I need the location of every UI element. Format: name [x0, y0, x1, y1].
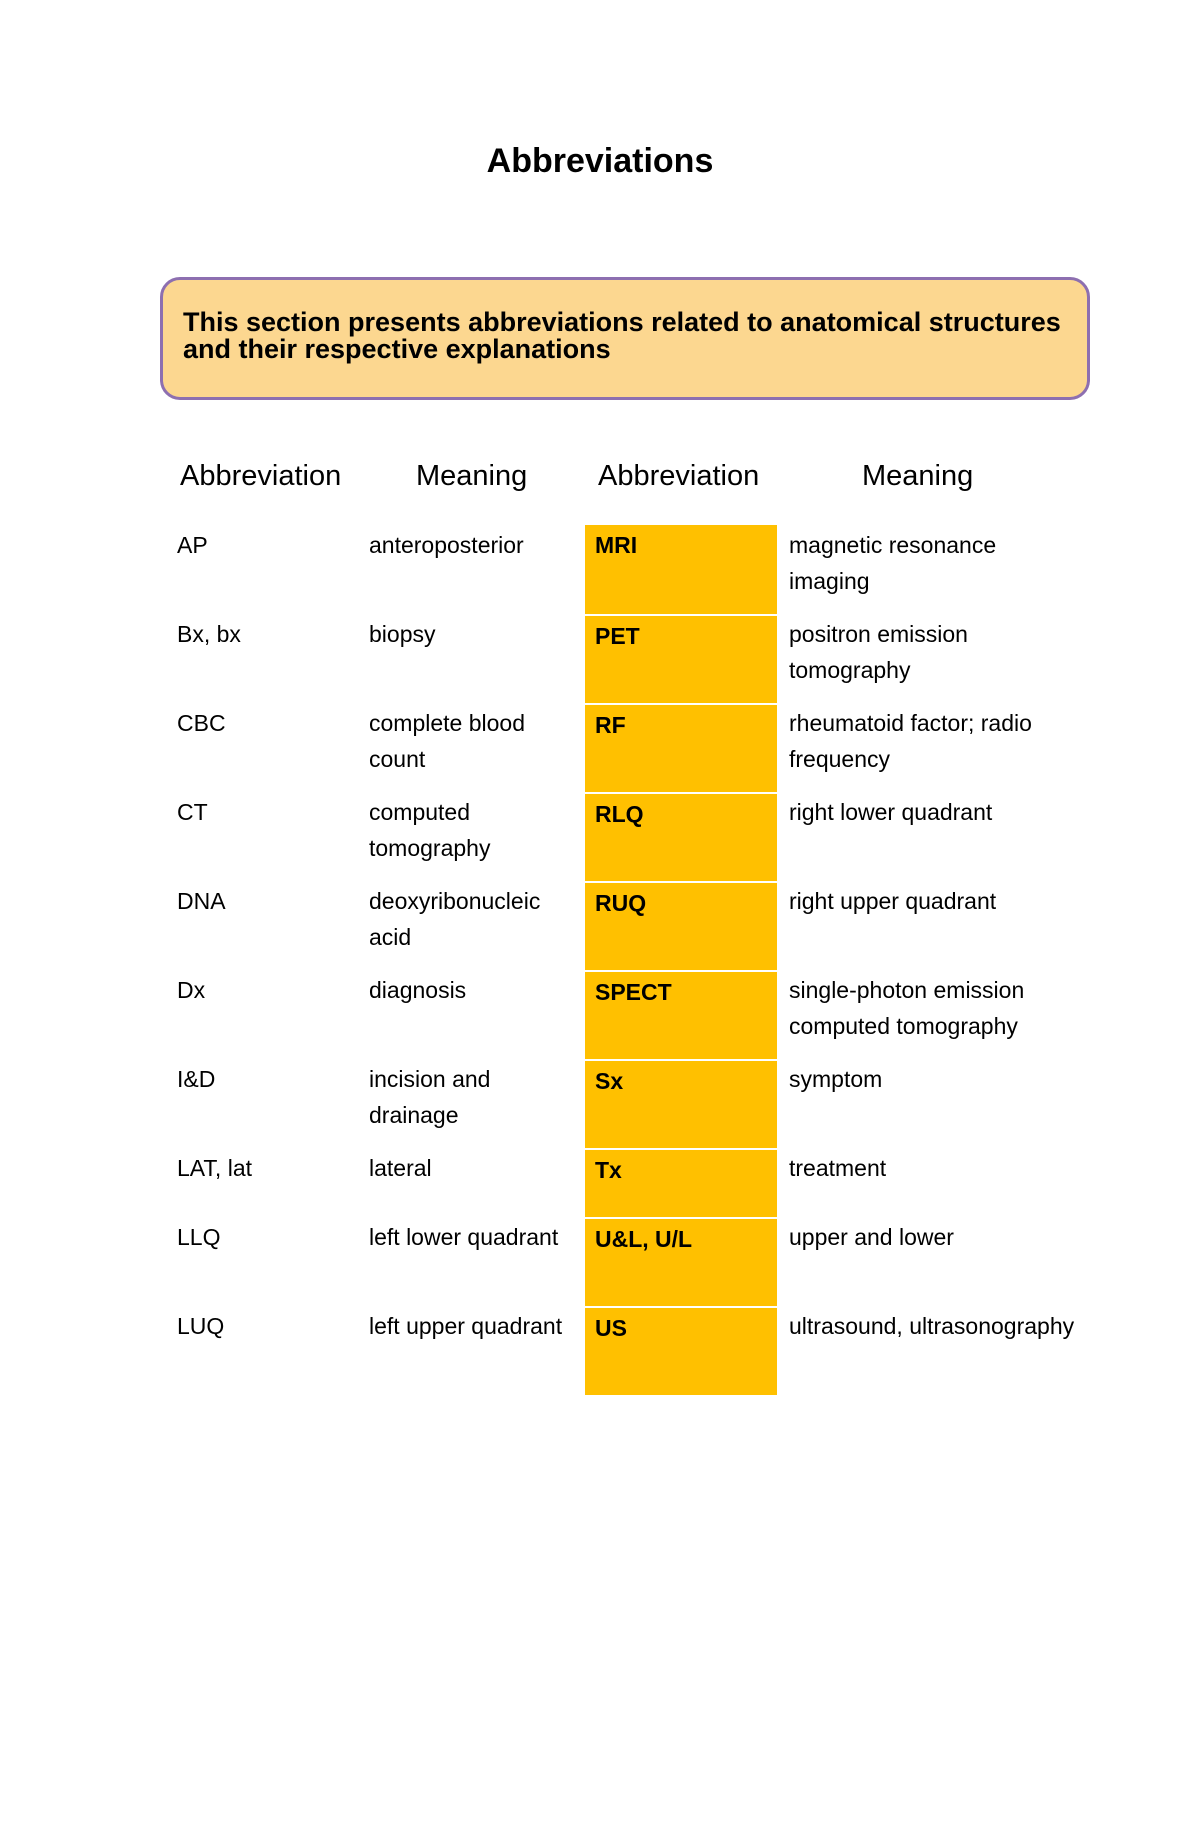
meaning-cell: rheumatoid factor; radio frequency [789, 710, 1032, 772]
intro-callout [160, 277, 1090, 400]
meaning-cell: complete blood count [369, 710, 525, 772]
abbreviation-cell: Dx [177, 977, 206, 1003]
table-row [0, 1148, 1200, 1217]
table-row [0, 792, 1200, 881]
highlighted-abbreviation-cell: Sx [585, 1059, 777, 1148]
table-row [0, 614, 1200, 703]
meaning-cell: symptom [789, 1066, 883, 1092]
intro-text: This section presents abbreviations related to anatomical structures and their respective explanations [183, 307, 1061, 364]
meaning-cell: upper and lower [789, 1224, 954, 1250]
table-row [0, 703, 1200, 792]
highlighted-abbreviation-cell: MRI [585, 525, 777, 614]
meaning-cell: diagnosis [369, 977, 467, 1003]
abbreviation-cell: DNA [177, 888, 226, 914]
meaning-cell: deoxyribonucleic acid [369, 888, 541, 950]
highlighted-abbreviation-cell: PET [585, 614, 777, 703]
meaning-cell: right upper quadrant [789, 888, 997, 914]
meaning-cell: single-photon emission computed tomography [789, 977, 1025, 1039]
abbreviation-cell: CT [177, 799, 208, 825]
abbreviation-cell: Bx, bx [177, 621, 241, 647]
highlighted-abbreviation-cell: U&L, U/L [585, 1217, 777, 1306]
abbreviation-cell: CBC [177, 710, 226, 736]
meaning-cell: incision and drainage [369, 1066, 491, 1128]
meaning-cell: right lower quadrant [789, 799, 993, 825]
header-abbreviation-left: Abbreviation [180, 460, 342, 492]
abbreviation-cell: LUQ [177, 1313, 225, 1339]
page-title: Abbreviations [486, 142, 714, 180]
header-meaning-right: Meaning [862, 460, 974, 492]
highlighted-abbreviation-cell: RF [585, 703, 777, 792]
abbreviation-cell: AP [177, 532, 208, 558]
highlighted-abbreviation-cell: US [585, 1306, 777, 1395]
meaning-cell: positron emission tomography [789, 621, 968, 683]
meaning-cell: ultrasound, ultrasonography [789, 1313, 1075, 1339]
header-meaning-left: Meaning [416, 460, 528, 492]
highlighted-abbreviation-cell: Tx [585, 1148, 777, 1217]
table-row [0, 1059, 1200, 1148]
meaning-cell: left upper quadrant [369, 1313, 563, 1339]
highlighted-abbreviation-cell: RLQ [585, 792, 777, 881]
abbreviation-cell: LLQ [177, 1224, 221, 1250]
abbreviation-table [0, 525, 1200, 1395]
abbreviation-cell: LAT, lat [177, 1155, 252, 1181]
table-row [0, 1217, 1200, 1306]
meaning-cell: lateral [369, 1155, 432, 1181]
table-row [0, 1306, 1200, 1395]
highlighted-abbreviation-cell: RUQ [585, 881, 777, 970]
meaning-cell: magnetic resonance imaging [789, 532, 997, 594]
table-header-row [0, 456, 1200, 496]
meaning-cell: anteroposterior [369, 532, 524, 558]
abbreviation-cell: I&D [177, 1066, 216, 1092]
meaning-cell: computed tomography [369, 799, 491, 861]
meaning-cell: left lower quadrant [369, 1224, 559, 1250]
highlighted-abbreviation-cell: SPECT [585, 970, 777, 1059]
table-row [0, 970, 1200, 1059]
meaning-cell: treatment [789, 1155, 887, 1181]
header-abbreviation-right: Abbreviation [598, 460, 760, 492]
meaning-cell: biopsy [369, 621, 436, 647]
table-row [0, 881, 1200, 970]
table-row [0, 525, 1200, 614]
